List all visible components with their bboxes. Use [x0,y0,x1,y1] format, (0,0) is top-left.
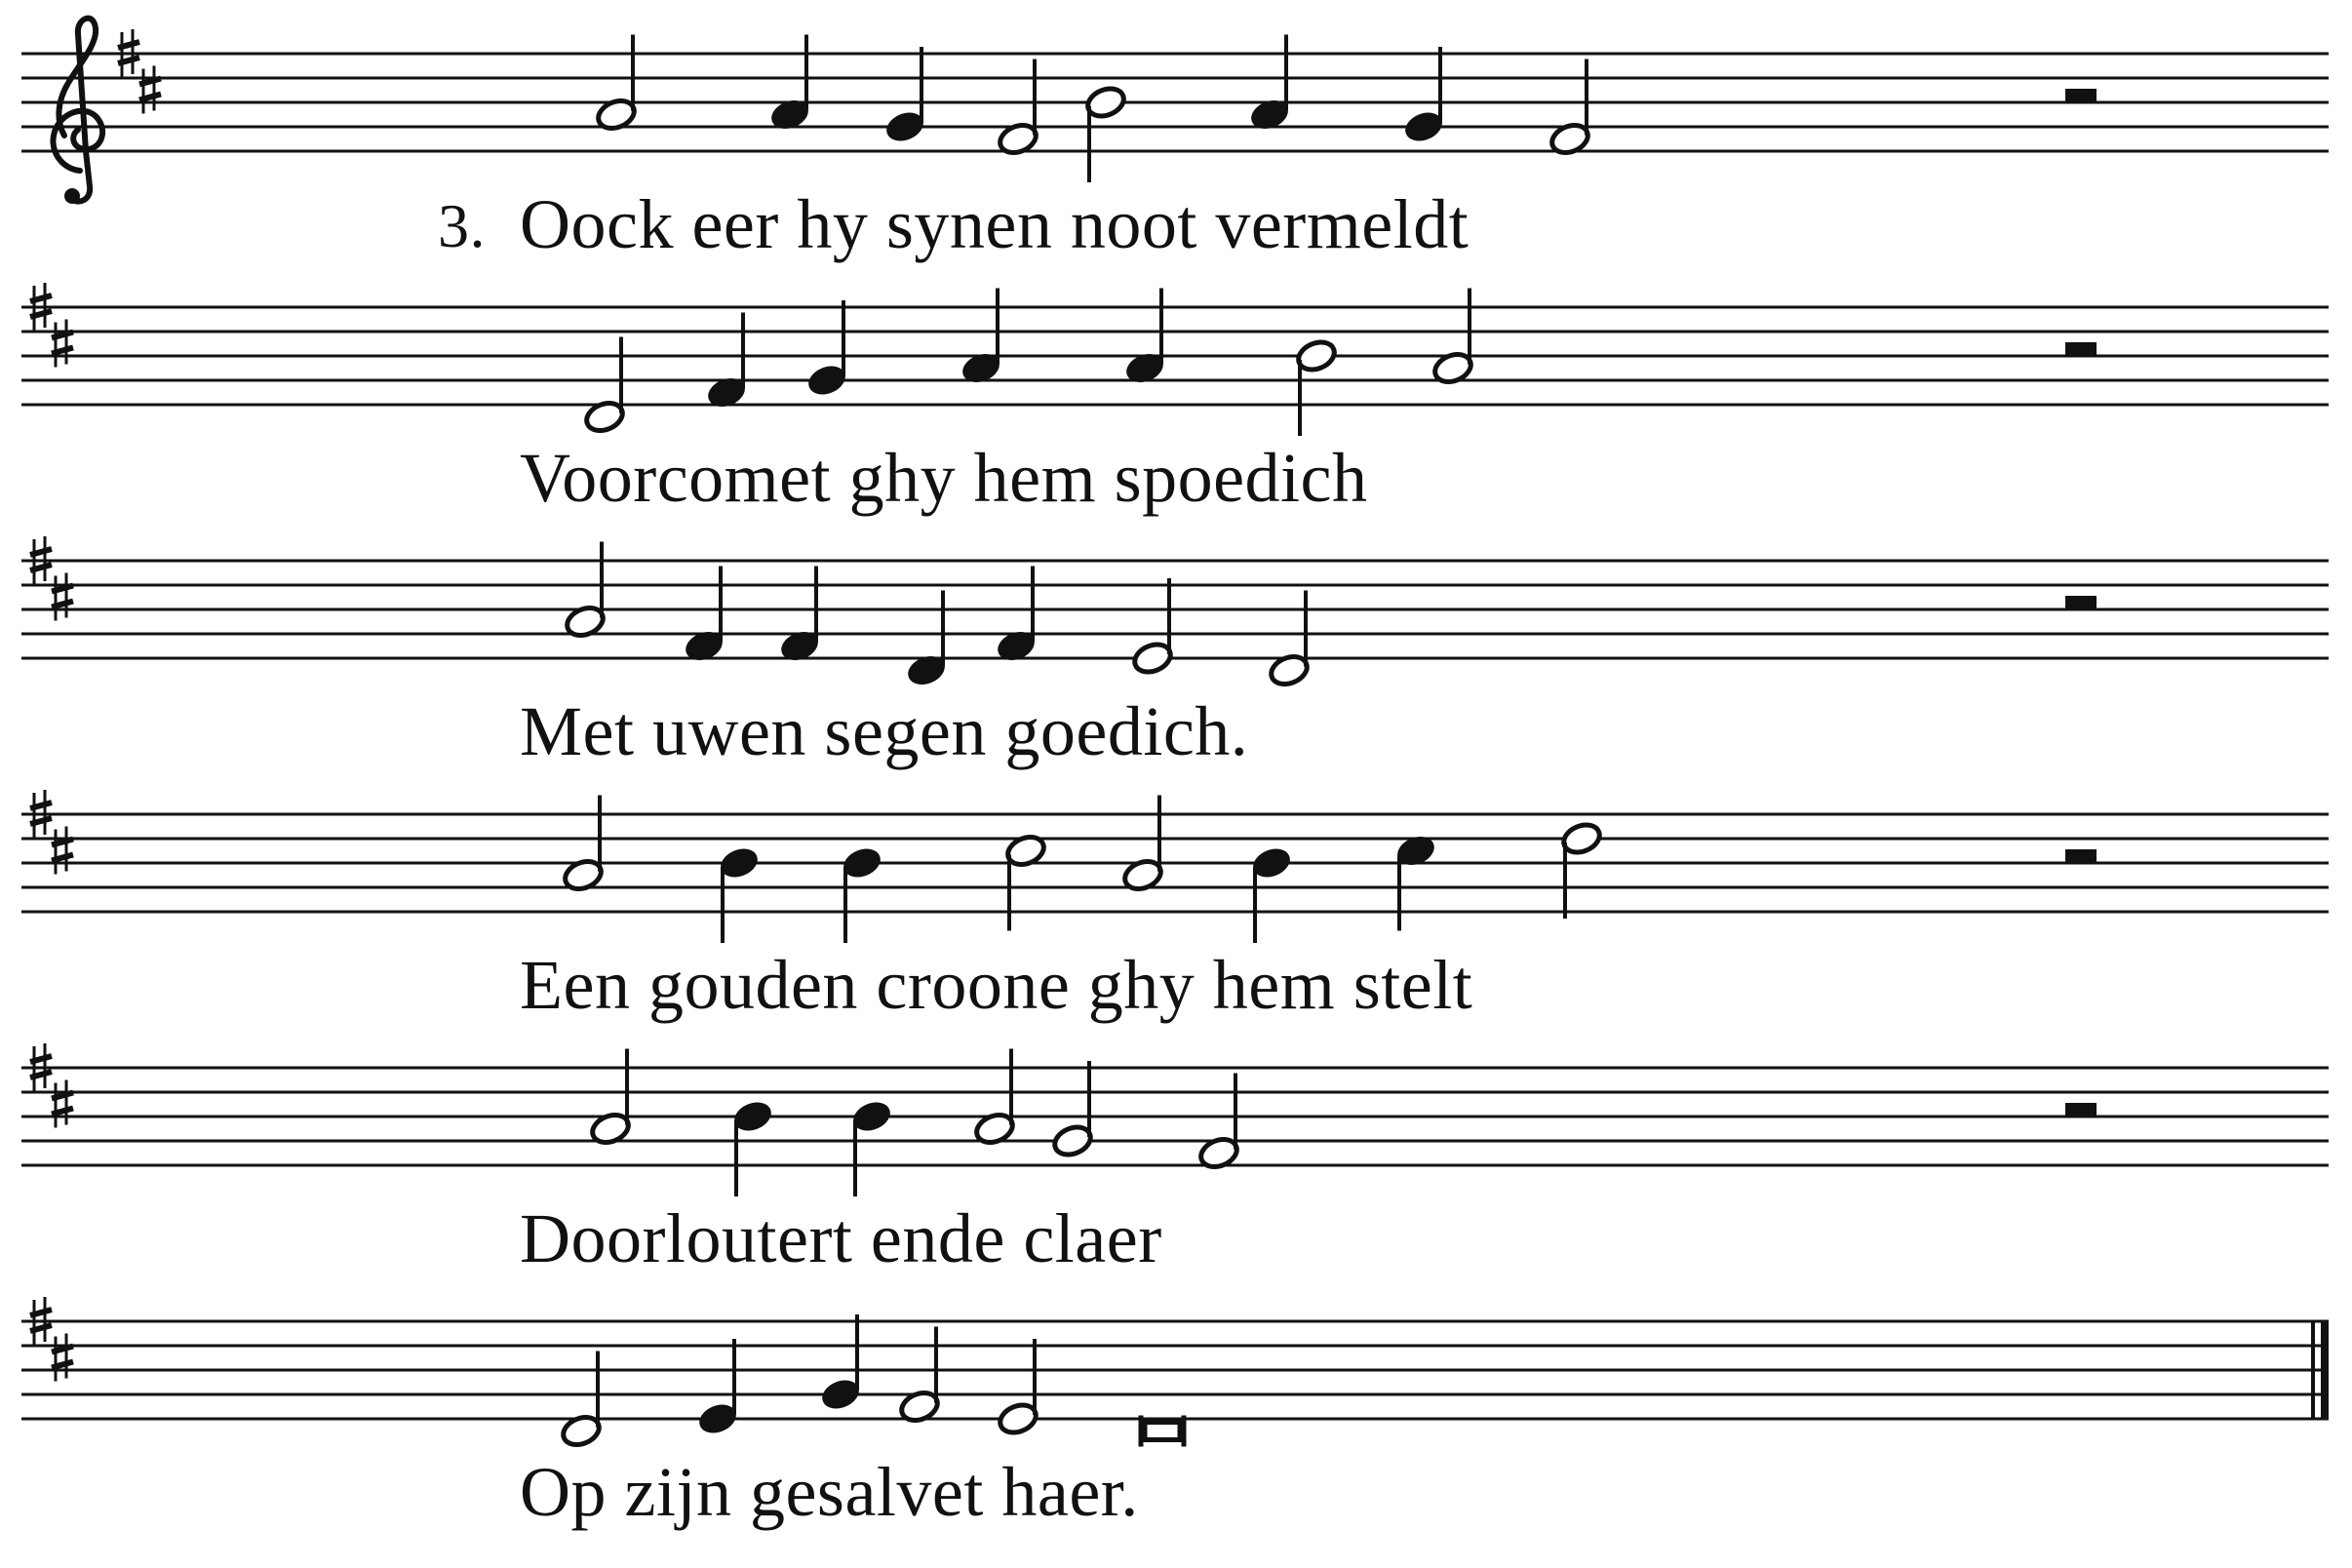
half-rest [2065,89,2097,102]
key-signature-c-sharp [52,320,73,368]
half-rest [2065,596,2097,609]
breve-note [1145,1423,1180,1440]
key-signature-c-sharp [52,1080,73,1128]
key-signature-c-sharp [52,827,73,875]
lyric-text-4: Een gouden croone ghy hem stelt [520,946,1473,1024]
half-rest [2065,342,2097,356]
verse-number: 3. [438,191,486,260]
lyric-text-5: Doorloutert ende claer [520,1199,1162,1277]
lyric-text-2: Voorcomet ghy hem spoedich [520,439,1368,517]
lyric-text-6: Op zijn gesalvet haer. [520,1453,1139,1531]
lyric-line-1 [438,185,1470,263]
treble-clef [53,19,102,204]
key-signature-c-sharp [139,66,161,114]
key-signature-c-sharp [52,1334,73,1382]
lyric-line-2 [520,439,1368,517]
lyric-line-4 [520,946,1473,1024]
lyric-line-3 [520,692,1249,770]
half-rest [2065,849,2097,863]
lyric-text-3: Met uwen segen goedich. [520,692,1249,770]
half-rest [2065,1103,2097,1117]
lyric-text-1: Oock eer hy synen noot vermeldt [520,185,1470,263]
lyric-line-5 [520,1199,1162,1277]
key-signature-c-sharp [52,573,73,621]
lyric-line-6 [520,1453,1139,1531]
